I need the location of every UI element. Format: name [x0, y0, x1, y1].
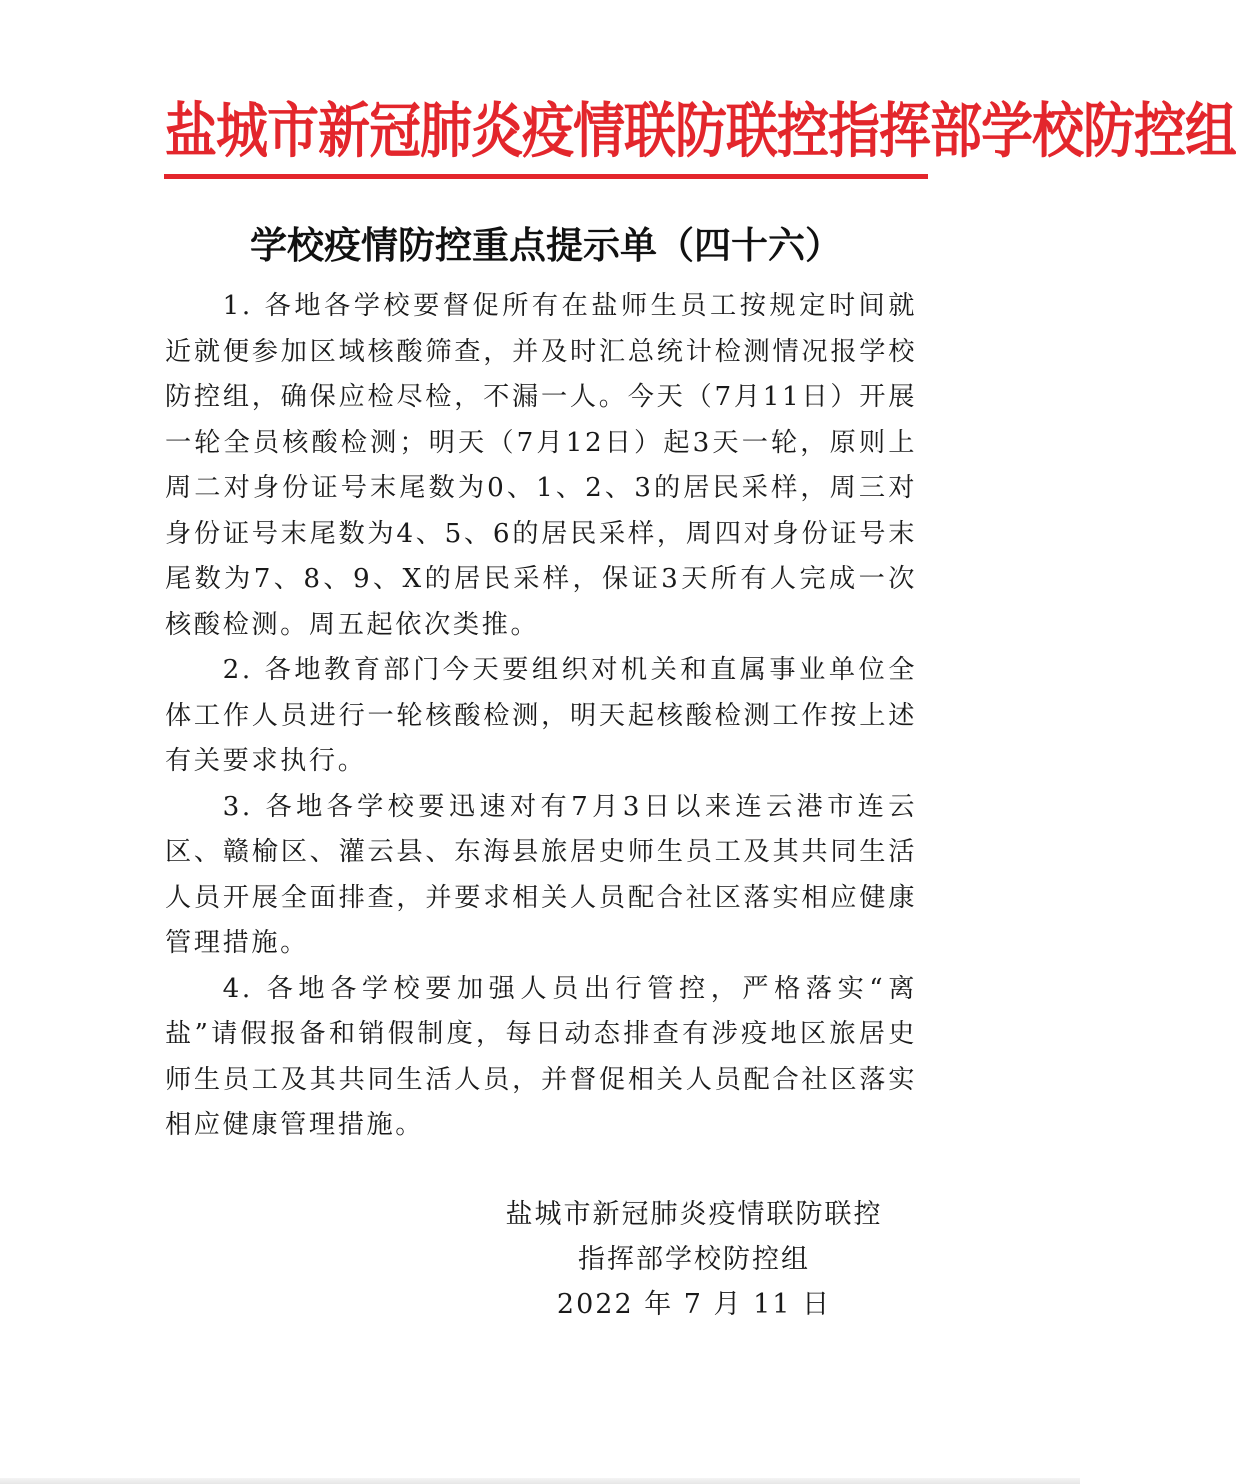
signature-org-line-1: 盐城市新冠肺炎疫情联防联控 — [505, 1199, 883, 1230]
document-body — [165, 284, 917, 1149]
page-bottom-edge — [0, 1478, 1080, 1484]
paragraph-4: 4. 各地各学校要加强人员出行管控，严格落实“离盐”请假报备和销假制度，每日动态排查有涉疫地区旅居史师生员工及其共同生活人员，并督促相关人员配合社区落实相应健康管理措施。 — [165, 973, 917, 1140]
paragraph-1: 1. 各地各学校要督促所有在盐师生员工按规定时间就近就便参加区域核酸筛查，并及时汇总统计检测情况报学校防控组，确保应检尽检，不漏一人。今天（7月11日）开展一轮全员核酸检测；明天（7月12日）起3天一轮，原则上周二对身份证号末尾数为0、1、2、3的居民采样，周三对身份证号末尾数为4、5、6的居民采样，周四对身份证号末尾数为7、8、9、X的居民采样，保证3天所有人完成一次核酸检测。周五起依次类推。 — [165, 291, 917, 640]
signature-block — [480, 1192, 908, 1327]
signature-date: 2022 年 7 月 11 日 — [556, 1289, 832, 1320]
document-title: 学校疫情防控重点提示单（四十六） — [250, 223, 842, 267]
paragraph-3: 3. 各地各学校要迅速对有7月3日以来连云港市连云区、赣榆区、灌云县、东海县旅居史师生员工及其共同生活人员开展全面排查，并要求相关人员配合社区落实相应健康管理措施。 — [165, 791, 917, 958]
letterhead-red-rule — [164, 174, 928, 179]
signature-org-line-2: 指挥部学校防控组 — [578, 1244, 810, 1275]
paragraph-2: 2. 各地教育部门今天要组织对机关和直属事业单位全体工作人员进行一轮核酸检测，明天起核酸检测工作按上述有关要求执行。 — [165, 655, 917, 776]
letterhead-title: 盐城市新冠肺炎疫情联防联控指挥部学校防控组 — [165, 97, 1236, 167]
